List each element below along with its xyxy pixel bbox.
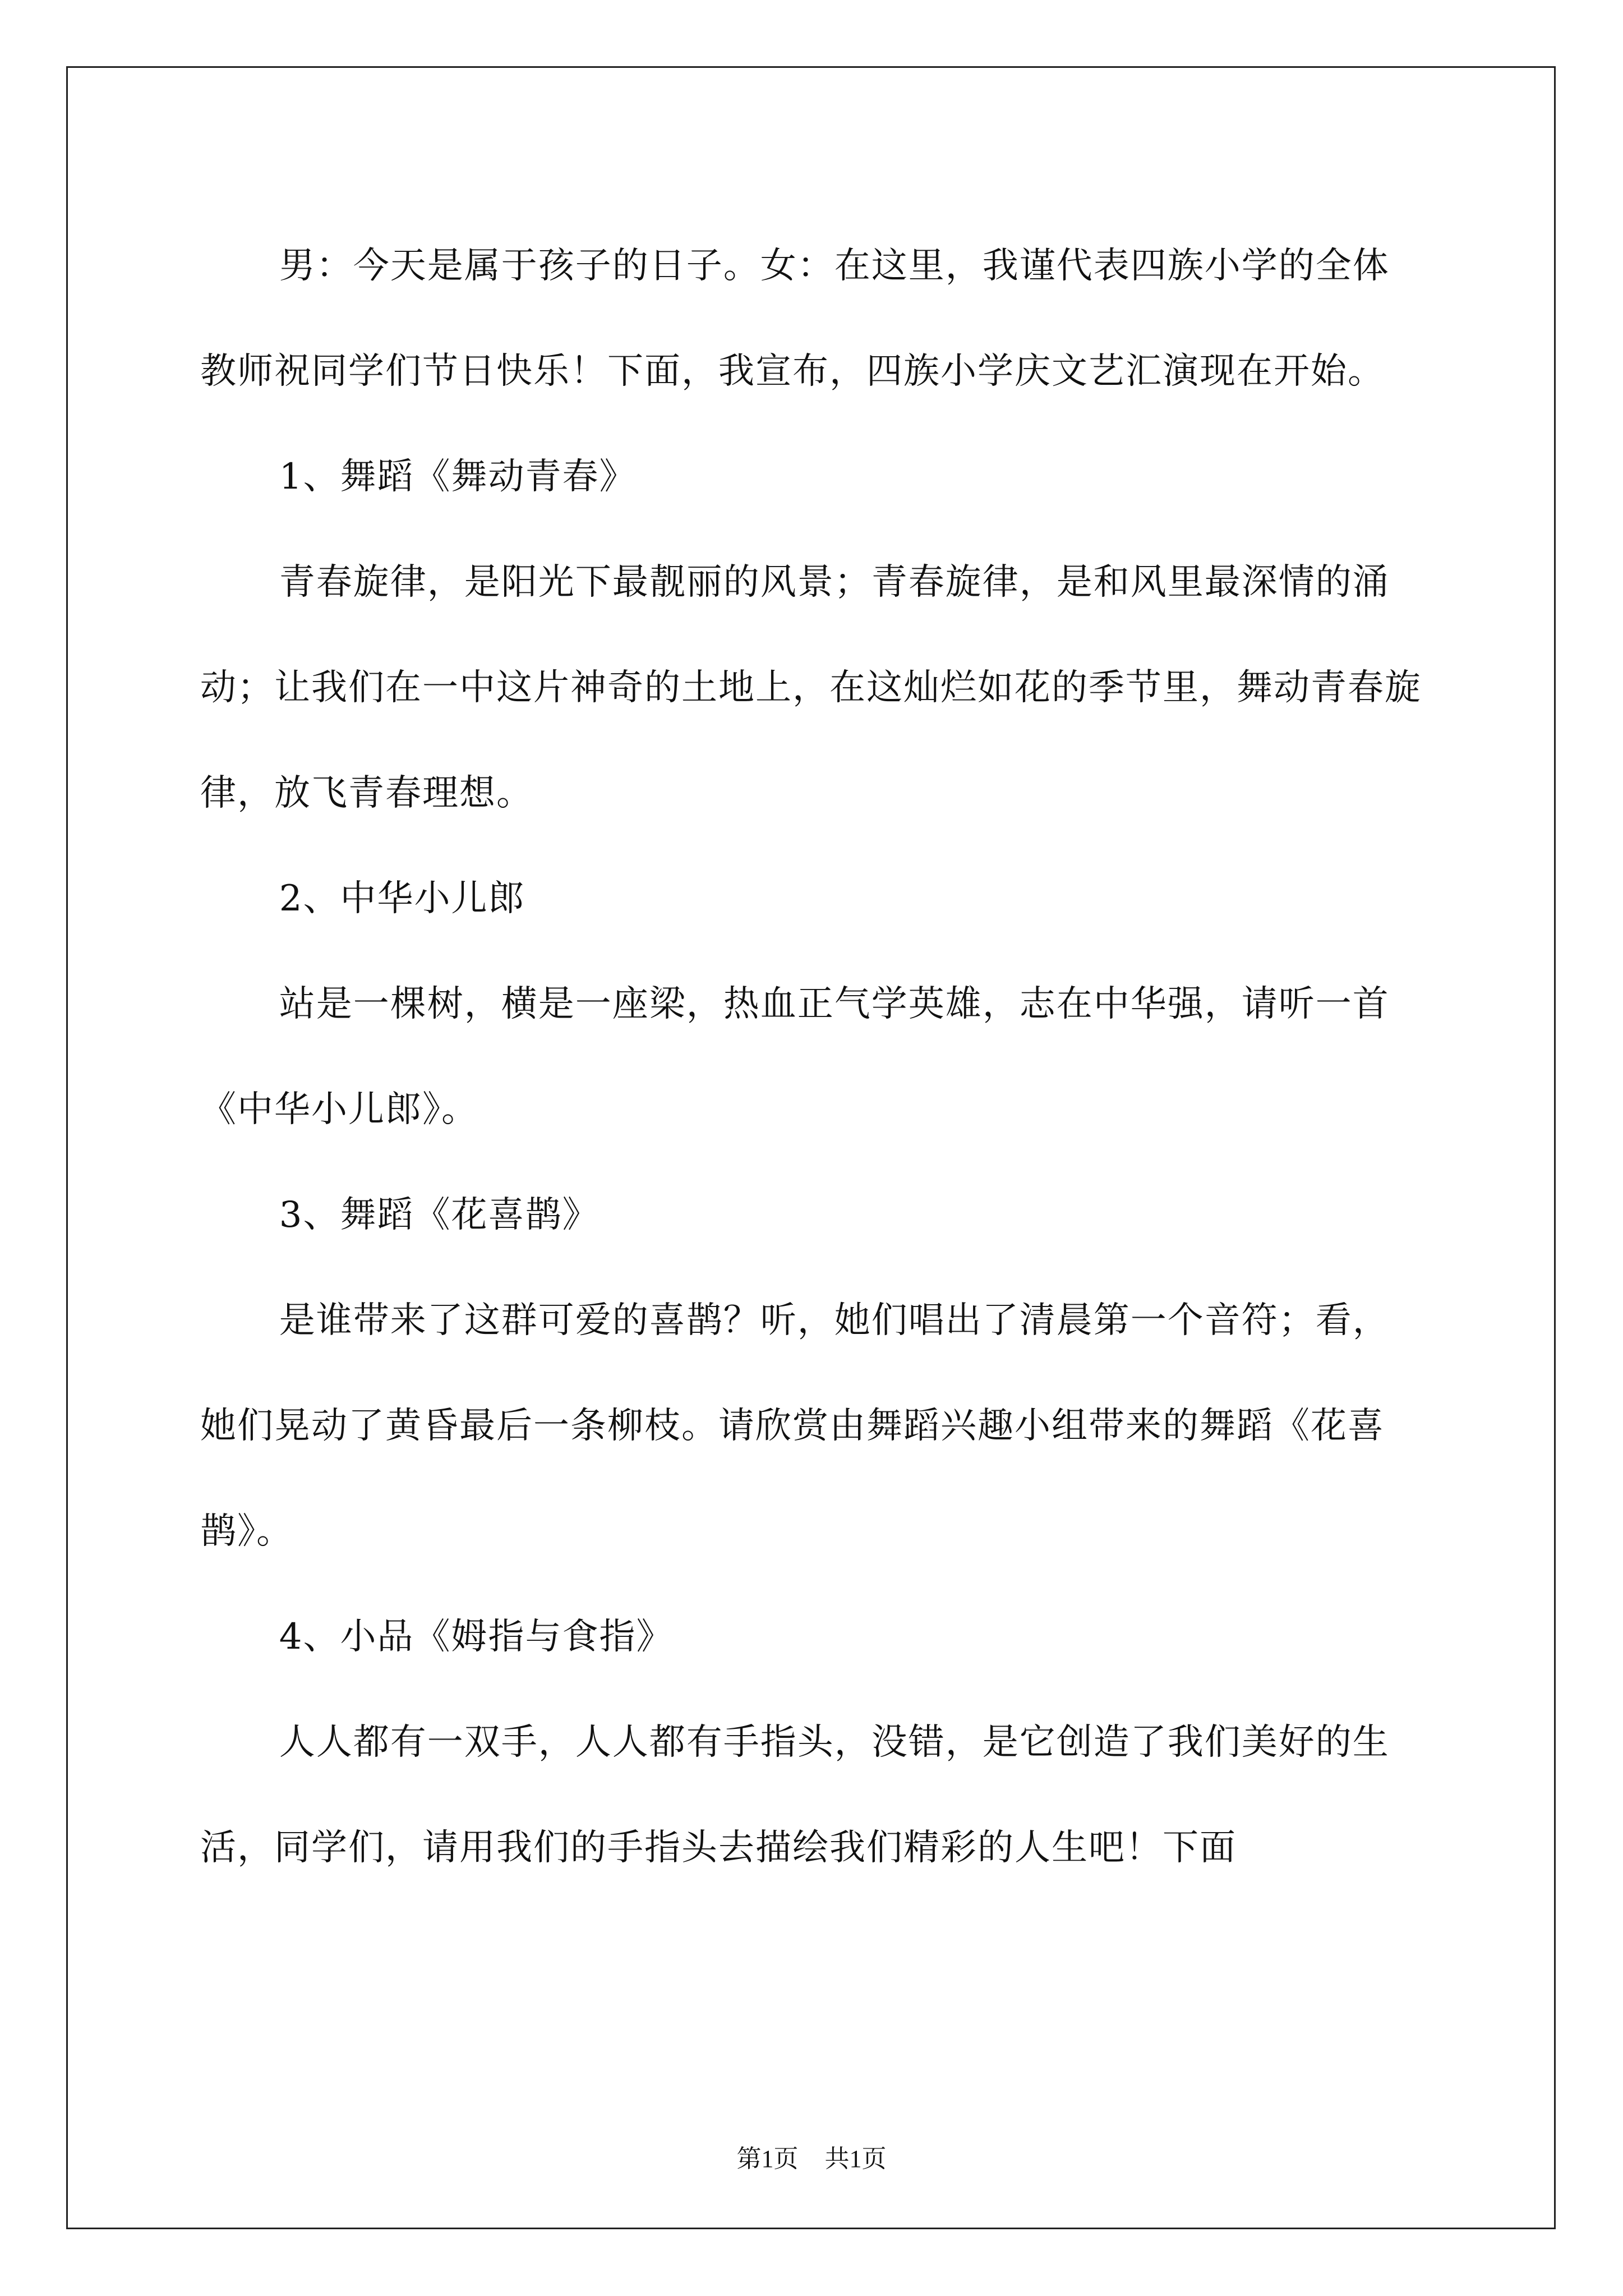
program-intro-3: 是谁带来了这群可爱的喜鹊？听，她们唱出了清晨第一个音符；看，她们晃动了黄昏最后一条柳枝。请欣赏由舞蹈兴趣小组带来的舞蹈《花喜鹊》。 bbox=[200, 1300, 1390, 1552]
program-intro-2: 站是一棵树，横是一座梁，热血正气学英雄，志在中华强，请听一首《中华小儿郎》。 bbox=[200, 983, 1390, 1130]
page-total: 共1页 bbox=[824, 2145, 887, 2173]
program-intro-4: 人人都有一双手，人人都有手指头，没错，是它创造了我们美好的生活，同学们，请用我们的手指头去描绘我们精彩的人生吧！下面 bbox=[200, 1722, 1390, 1869]
program-heading-4: 4、小品《姆指与食指》 bbox=[279, 1616, 674, 1658]
document-body bbox=[200, 213, 1423, 1901]
page-footer bbox=[0, 2138, 1623, 2174]
page-number: 第1页 bbox=[736, 2145, 799, 2173]
paragraph-opening: 男：今天是属于孩子的日子。女：在这里，我谨代表四族小学的全体教师祝同学们节日快乐！下面，我宣布，四族小学庆文艺汇演现在开始。 bbox=[200, 245, 1390, 392]
program-intro-1: 青春旋律，是阳光下最靓丽的风景；青春旋律，是和风里最深情的涌动；让我们在一中这片神奇的土地上，在这灿烂如花的季节里，舞动青春旋律，放飞青春理想。 bbox=[200, 562, 1422, 814]
program-heading-1: 1、舞蹈《舞动青春》 bbox=[279, 456, 637, 498]
program-heading-2: 2、中华小儿郎 bbox=[279, 878, 525, 919]
program-heading-3: 3、舞蹈《花喜鹊》 bbox=[279, 1194, 600, 1236]
